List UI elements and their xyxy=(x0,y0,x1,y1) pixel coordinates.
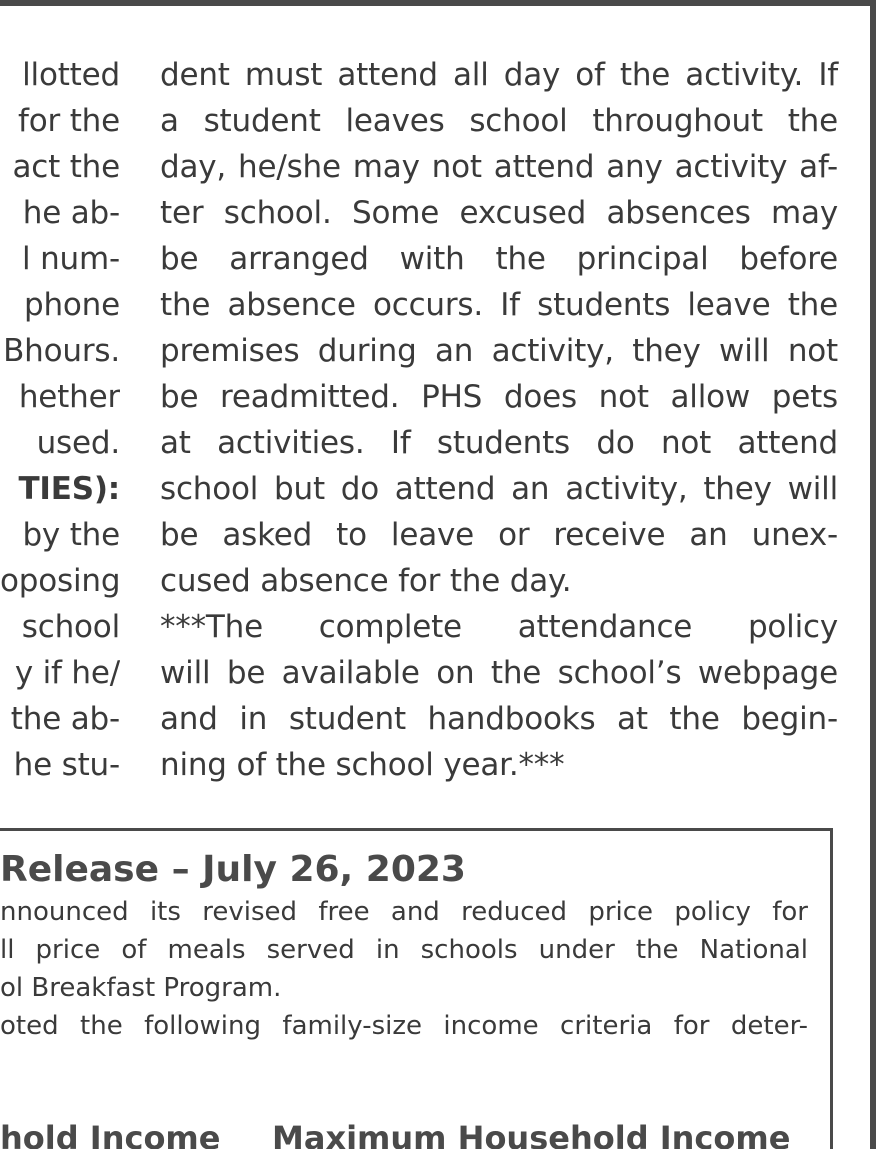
policy-text-line: ***The complete attendance policy xyxy=(160,609,838,645)
policy-text-line: at activities. If students do not attend xyxy=(160,425,838,461)
left-column-line: school xyxy=(21,609,120,645)
income-table-header-household: hold Income xyxy=(0,1119,221,1149)
left-column-line: he ab- xyxy=(22,195,120,231)
policy-text-line: a student leaves school throughout the xyxy=(160,103,838,139)
left-column-line: act the xyxy=(12,149,120,185)
left-column-line: TIES): xyxy=(18,471,120,507)
policy-text-line: cused absence for the day. xyxy=(160,563,572,599)
policy-text-line: be readmitted. PHS does not allow pets xyxy=(160,379,838,415)
policy-text-line: premises during an activity, they will not xyxy=(160,333,838,369)
left-column-line: he stu- xyxy=(13,747,120,783)
left-column-line: oposing xyxy=(0,563,120,599)
policy-text-line: be arranged with the principal before xyxy=(160,241,838,277)
left-column-line: l num- xyxy=(22,241,120,277)
press-release-line: oted the following family-size income criteria for deter- xyxy=(0,1011,808,1041)
policy-text-line: the absence occurs. If students leave the xyxy=(160,287,838,323)
left-column-line: by the xyxy=(22,517,120,553)
policy-text-line: school but do attend an activity, they will xyxy=(160,471,838,507)
attendance-policy-column xyxy=(160,52,838,788)
page-border-top xyxy=(0,0,888,6)
left-column-line: for the xyxy=(18,103,120,139)
page-border-right-gap xyxy=(876,0,888,1149)
policy-text-line: and in student handbooks at the begin- xyxy=(160,701,838,737)
left-column-line: y if he/ xyxy=(14,655,120,691)
policy-text-line: ning of the school year.*** xyxy=(160,747,565,783)
policy-text-line: be asked to leave or receive an unex- xyxy=(160,517,838,553)
press-release-line: ll price of meals served in schools under the National xyxy=(0,935,808,965)
press-release-line: ol Breakfast Program. xyxy=(0,973,282,1003)
left-column-line: Bhours. xyxy=(3,333,120,369)
press-release-title: Release – July 26, 2023 xyxy=(0,849,466,890)
policy-text-line: ter school. Some excused absences may xyxy=(160,195,838,231)
policy-text-line: will be available on the school’s webpage xyxy=(160,655,838,691)
left-column-line: used. xyxy=(36,425,120,461)
income-table-header xyxy=(0,1118,830,1149)
income-table-header-maximum: Maximum Household Income xyxy=(272,1119,791,1149)
press-release-line: nnounced its revised free and reduced price policy for xyxy=(0,897,808,927)
left-column-text xyxy=(0,52,120,792)
left-column-line: hether xyxy=(18,379,120,415)
left-column-line: the ab- xyxy=(10,701,120,737)
press-release-body xyxy=(0,893,808,1045)
policy-text-line: dent must attend all day of the activity. If xyxy=(160,57,838,93)
left-column-line: llotted xyxy=(22,57,120,93)
policy-text-line: day, he/she may not attend any activity af- xyxy=(160,149,838,185)
left-column-line: phone xyxy=(23,287,120,323)
